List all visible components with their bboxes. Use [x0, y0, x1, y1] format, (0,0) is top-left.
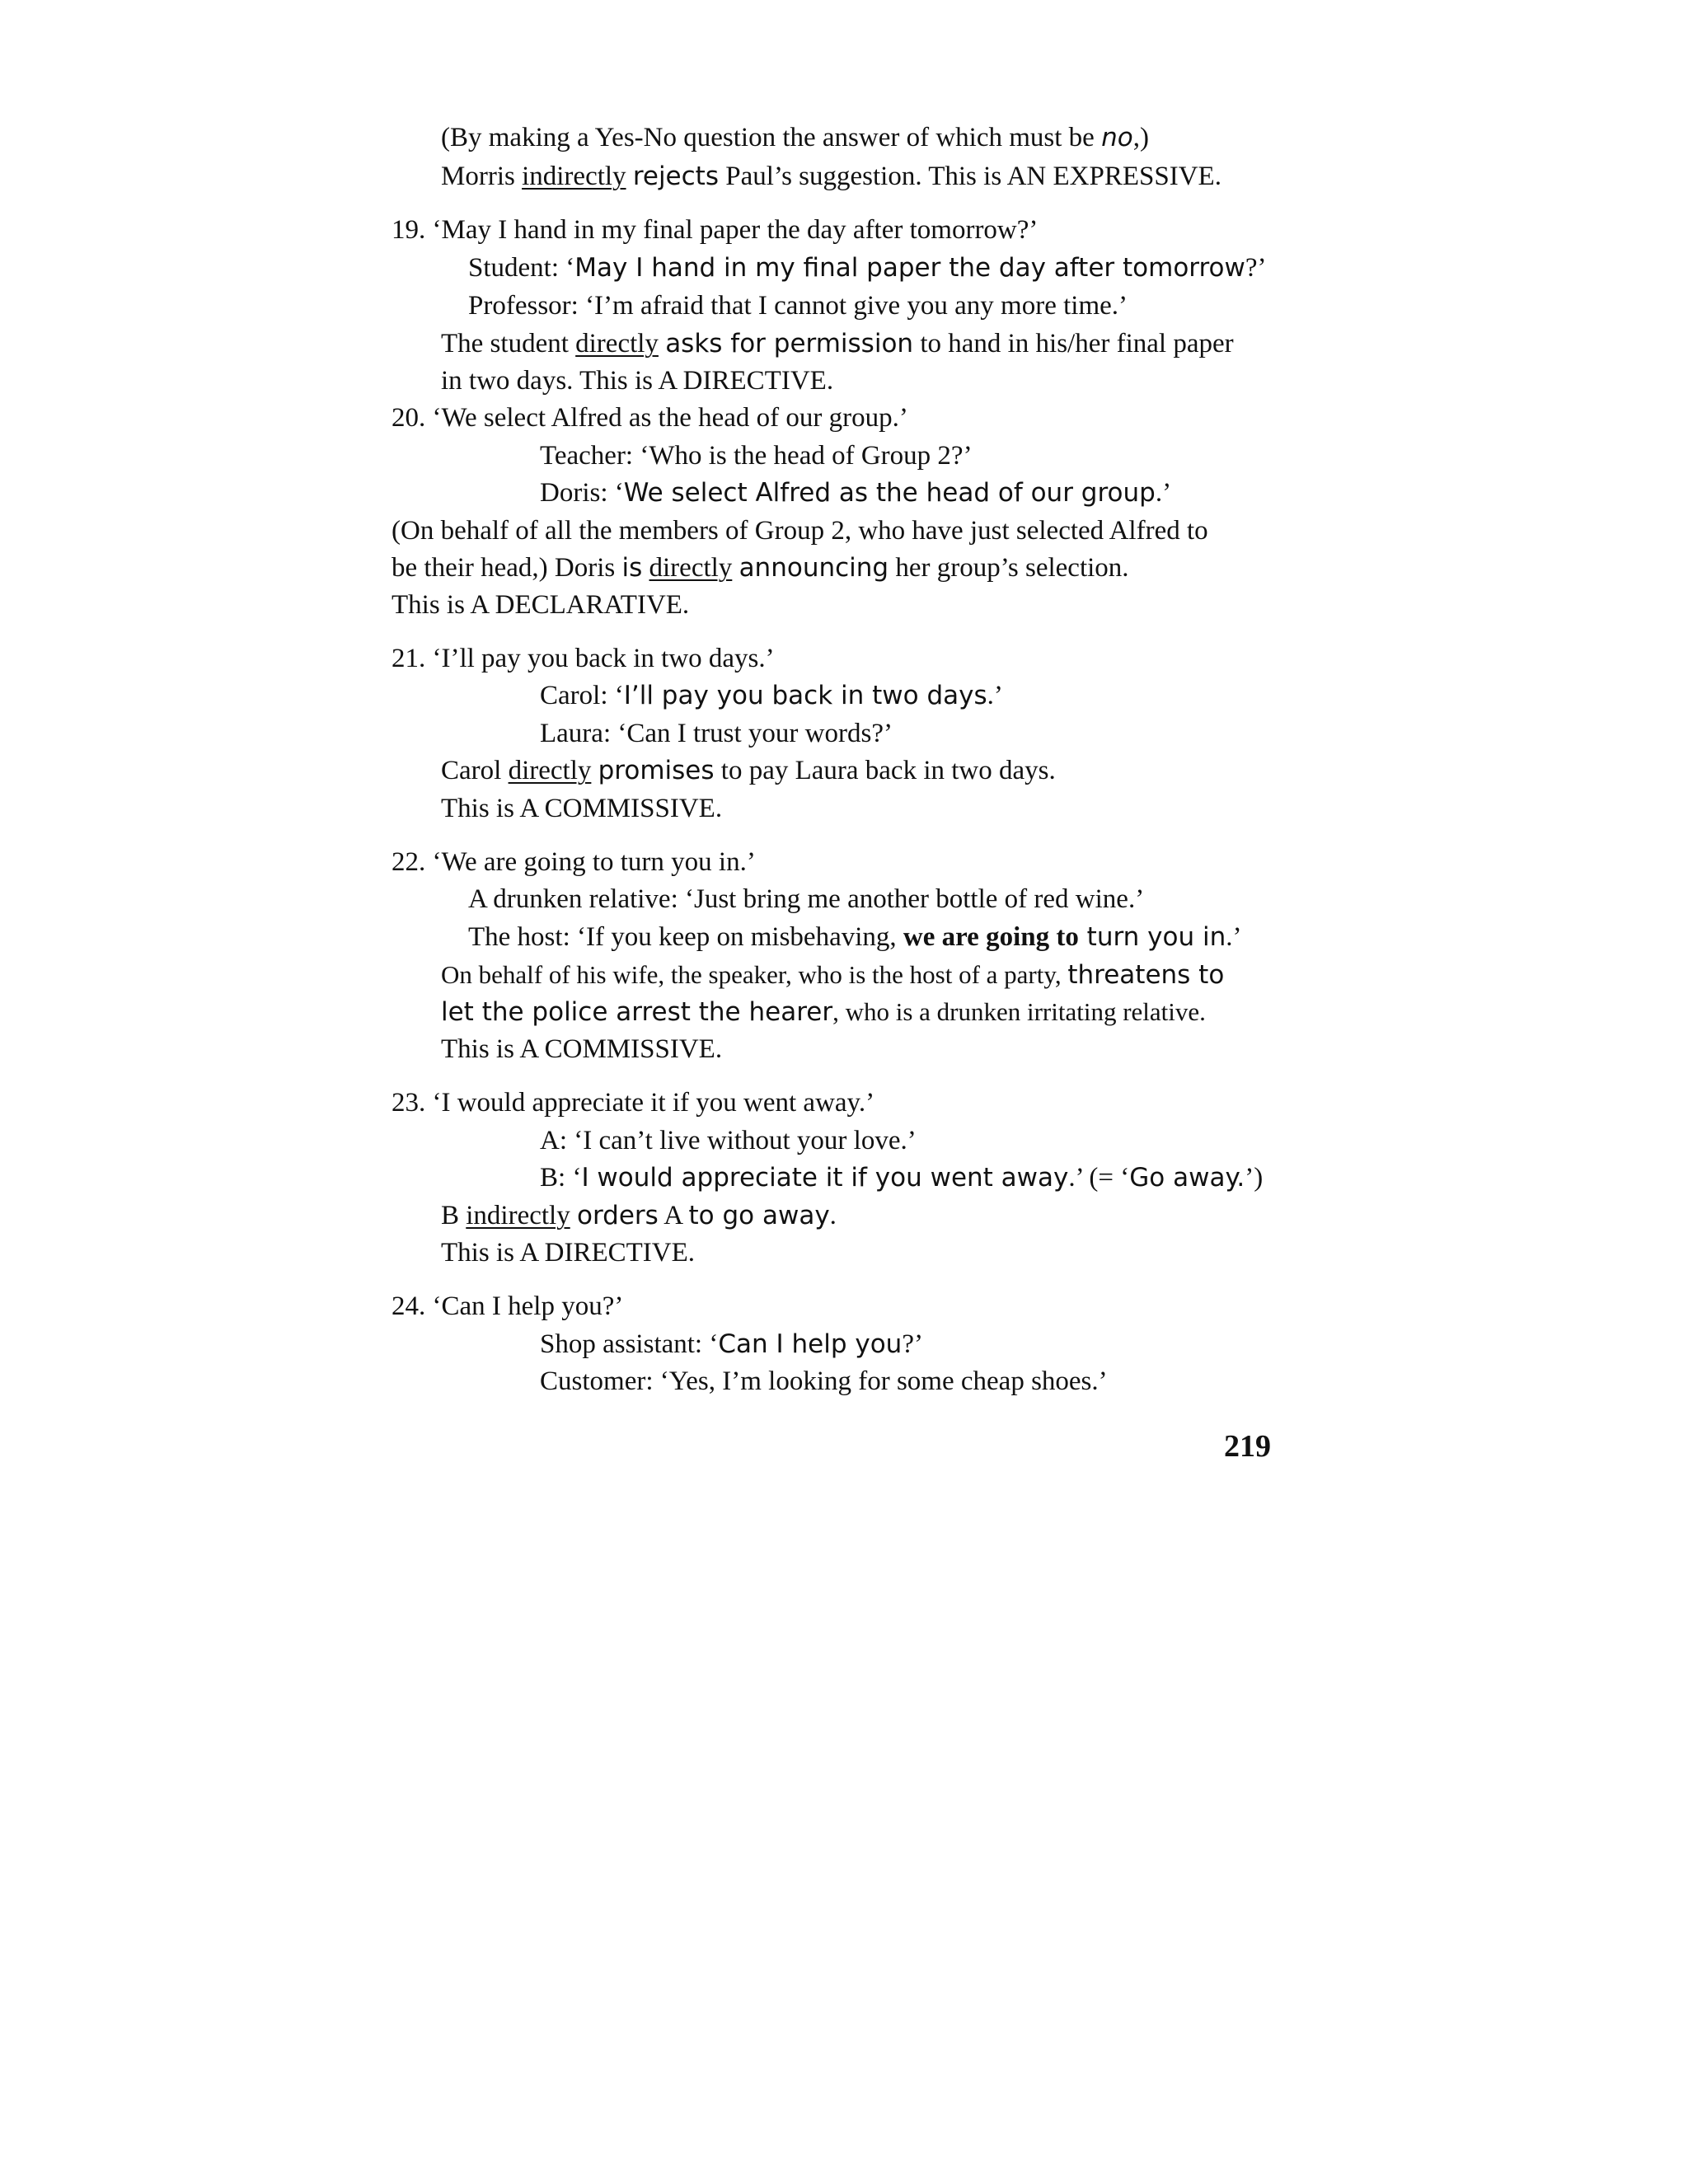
text: (By making a Yes-No question the answer of which must be — [441, 123, 1102, 152]
quote-mark: .’ — [987, 681, 1003, 710]
handwritten-text: threatens to — [1067, 960, 1225, 990]
speaker: Doris: — [540, 478, 615, 508]
intro-line-2 — [441, 160, 1221, 193]
underlined-text: directly — [508, 756, 592, 785]
handwritten-text: rejects — [632, 162, 719, 191]
item-21-dialogue-2: Laura: ‘Can I trust your words?’ — [540, 719, 893, 748]
item-20-explanation-2 — [392, 551, 1129, 584]
item-22-dialogue-1: A drunken relative: ‘Just bring me another bottle of red wine.’ — [468, 884, 1145, 914]
item-23-explanation-2: This is A DIRECTIVE. — [441, 1238, 696, 1268]
item-21-explanation-1 — [441, 754, 1056, 787]
space — [659, 329, 665, 359]
quote-mark: ?’ — [902, 1329, 923, 1359]
space — [626, 162, 633, 191]
text: be their head,) Doris — [392, 553, 622, 583]
quote-mark: .’ — [1226, 922, 1242, 952]
item-23-dialogue-2 — [540, 1161, 1263, 1194]
text: B — [441, 1201, 467, 1230]
text: ’) — [1245, 1163, 1264, 1193]
handwritten-text: announcing — [738, 553, 889, 583]
speaker: Shop assistant: — [540, 1329, 710, 1359]
speaker: Carol: — [540, 681, 615, 710]
item-19-heading: 19. ‘May I hand in my final paper the day after tomorrow?’ — [392, 215, 1039, 245]
underlined-text: directly — [575, 329, 659, 359]
quote-mark: ‘ — [614, 478, 624, 508]
item-20-explanation-1: (On behalf of all the members of Group 2, who have just selected Alfred to — [392, 516, 1208, 546]
speaker: Student: — [468, 253, 566, 283]
item-24-heading: 24. ‘Can I help you?’ — [392, 1291, 624, 1321]
item-23-dialogue-1: A: ‘I can’t live without your love.’ — [540, 1126, 917, 1155]
space — [732, 553, 738, 583]
handwritten-text: orders — [576, 1201, 659, 1230]
item-22-explanation-3: This is A COMMISSIVE. — [441, 1034, 723, 1064]
handwritten-text: turn you in — [1078, 922, 1226, 952]
item-19-explanation-2: in two days. This is A DIRECTIVE. — [441, 366, 834, 396]
speaker: B: — [540, 1163, 573, 1193]
item-19-dialogue-1 — [468, 251, 1267, 284]
text: her group’s selection. — [889, 553, 1129, 583]
underlined-text: directly — [649, 553, 733, 583]
intro-line-1 — [441, 121, 1149, 154]
item-22-explanation-2 — [441, 996, 1206, 1029]
item-22-dialogue-2 — [468, 921, 1242, 954]
item-19-explanation-1 — [441, 327, 1234, 360]
item-20-dialogue-1: Teacher: ‘Who is the head of Group 2?’ — [540, 441, 973, 471]
space — [591, 756, 598, 785]
handwritten-text: I’ll pay you back in two days — [623, 681, 987, 710]
text: The host: ‘If you keep on misbehaving, — [468, 922, 903, 952]
handwritten-text: to go away — [688, 1201, 830, 1230]
handwritten-text: asks for permission — [665, 329, 914, 359]
item-24-dialogue-2: Customer: ‘Yes, I’m looking for some cheap shoes.’ — [540, 1366, 1108, 1396]
item-24-dialogue-1 — [540, 1328, 923, 1361]
handwritten-text: Can I help you — [718, 1329, 903, 1359]
item-20-heading: 20. ‘We select Alfred as the head of our group.’ — [392, 403, 908, 433]
handwritten-text: promises — [598, 756, 715, 785]
text: ,) — [1132, 123, 1149, 152]
space — [642, 553, 649, 583]
item-23-heading: 23. ‘I would appreciate it if you went away.’ — [392, 1088, 875, 1118]
item-19-dialogue-2: Professor: ‘I’m afraid that I cannot give you any more time.’ — [468, 291, 1128, 321]
text: , who is a drunken irritating relative. — [832, 997, 1206, 1026]
item-23-explanation-1 — [441, 1199, 837, 1232]
quote-mark: ‘ — [614, 681, 624, 710]
text: Carol — [441, 756, 509, 785]
underlined-text: indirectly — [466, 1201, 570, 1230]
handwritten-text: let the police arrest the hearer — [441, 997, 833, 1027]
bold-text: we are going to — [903, 922, 1079, 952]
item-21-heading: 21. ‘I’ll pay you back in two days.’ — [392, 644, 775, 673]
handwritten-text: May I hand in my final paper the day after tomorrow — [574, 253, 1245, 283]
quote-mark: ‘ — [709, 1329, 719, 1359]
underlined-text: indirectly — [522, 162, 626, 191]
handwritten-text: Go away. — [1129, 1163, 1245, 1193]
page-number: 219 — [1224, 1429, 1271, 1464]
quote-mark: ‘ — [565, 253, 575, 283]
emphasis-text: no — [1101, 123, 1133, 152]
space — [570, 1201, 577, 1230]
text: to hand in his/her final paper — [913, 329, 1234, 359]
item-22-explanation-1 — [441, 958, 1224, 991]
handwritten-text: We select Alfred as the head of our group — [623, 478, 1156, 508]
text: .’ (= ‘ — [1068, 1163, 1130, 1193]
quote-mark: ‘ — [572, 1163, 582, 1193]
item-21-explanation-2: This is A COMMISSIVE. — [441, 794, 723, 823]
quote-mark: .’ — [1155, 478, 1172, 508]
text: . — [829, 1201, 837, 1230]
item-20-dialogue-2 — [540, 476, 1171, 509]
item-20-explanation-3: This is A DECLARATIVE. — [392, 590, 690, 620]
text: A — [658, 1201, 689, 1230]
text: Morris — [441, 162, 523, 191]
item-22-heading: 22. ‘We are going to turn you in.’ — [392, 847, 756, 877]
item-21-dialogue-1 — [540, 679, 1003, 712]
text: to pay Laura back in two days. — [714, 756, 1056, 785]
text: On behalf of his wife, the speaker, who is the host of a party, — [441, 960, 1068, 989]
text: Paul’s suggestion. This is AN EXPRESSIVE. — [718, 162, 1221, 191]
quote-mark: ?’ — [1245, 253, 1267, 283]
text: The student — [441, 329, 576, 359]
handwritten-text: is — [621, 553, 643, 583]
handwritten-text: I would appreciate it if you went away — [581, 1163, 1069, 1193]
